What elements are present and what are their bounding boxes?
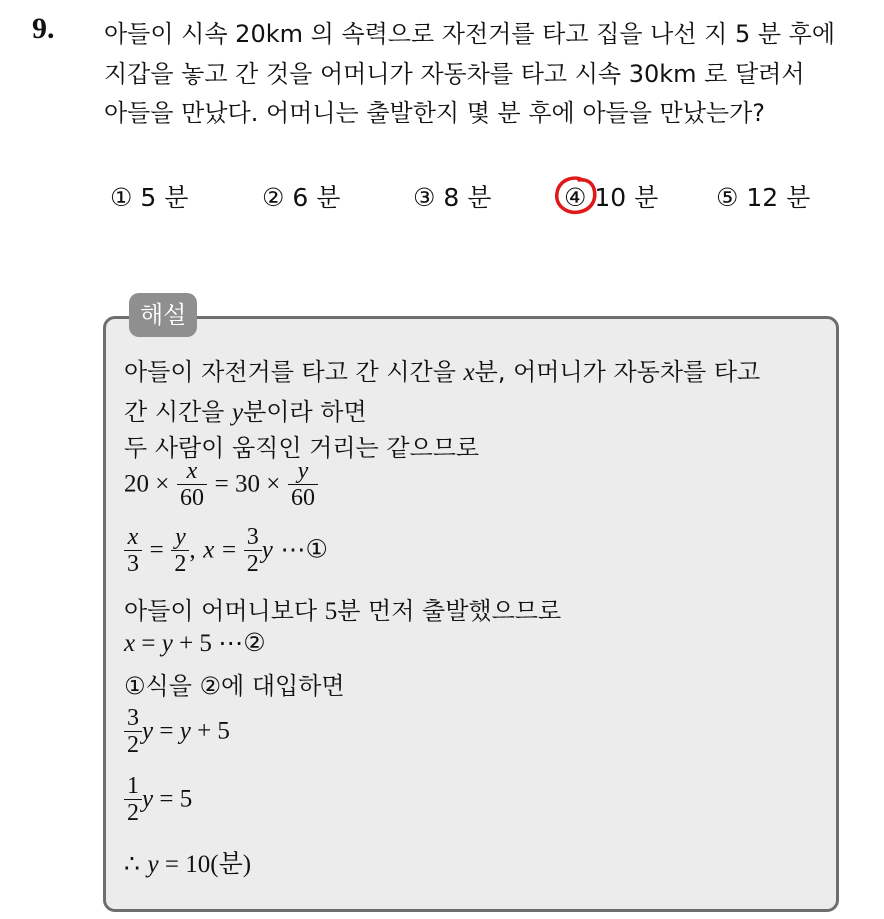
question-text-line-2: 지갑을 놓고 간 것을 어머니가 자동차를 타고 시속 30km 로 달려서: [104, 60, 805, 88]
solution-line-8: ①식을 ②에 대입하면: [124, 672, 345, 700]
therefore-icon: ∴: [124, 851, 140, 878]
solution-line-3: 두 사람이 움직인 거리는 같으므로: [124, 434, 480, 462]
choice-5[interactable]: [716, 178, 810, 214]
equation-2: $\frac{x}{3}$ = $\frac{y}{2}$ , x = $\frac{3}{2}$ y ⋯①: [124, 524, 328, 577]
fraction: $\frac{x}{3}$: [124, 524, 142, 577]
choice-marker: ②: [262, 183, 285, 212]
equation-4: $\frac{3}{2}$ y = y + 5: [124, 705, 230, 758]
choice-3[interactable]: [413, 178, 491, 214]
solution-line-1: 아들이 자전거를 타고 간 시간을 x분, 어머니가 자동차를 타고: [124, 358, 761, 386]
choice-2[interactable]: [262, 178, 340, 214]
solution-line-6: 아들이 어머니보다 5분 먼저 출발했으므로: [124, 597, 562, 625]
fraction: $\frac{1}{2}$: [124, 773, 142, 826]
equation-6: ∴ y = 10(분): [124, 851, 252, 878]
fraction: $\frac{y}{2}$: [171, 524, 189, 577]
choice-marker: ④: [564, 183, 587, 212]
choice-4[interactable]: [564, 178, 658, 214]
question-number: 9.: [32, 12, 55, 45]
choice-text: 10 분: [594, 183, 659, 212]
equation-5: $\frac{1}{2}$ y = 5: [124, 773, 192, 826]
choice-text: 6 분: [292, 183, 341, 212]
solution-tag: 해설: [129, 293, 197, 337]
choice-1[interactable]: [110, 178, 188, 214]
solution-line-2: 간 시간을 y분이라 하면: [124, 398, 367, 426]
fraction: $\frac{3}{2}$: [124, 705, 142, 758]
choice-marker: ③: [413, 183, 436, 212]
fraction: $\frac{y}{60}$: [288, 458, 318, 511]
answer-choices: [0, 178, 884, 218]
equation-3: x = y + 5 ⋯②: [124, 630, 266, 657]
choice-text: 5 분: [140, 183, 189, 212]
choice-text: 8 분: [443, 183, 492, 212]
fraction: $\frac{3}{2}$: [244, 524, 262, 577]
question-text-line-1: 아들이 시속 20km 의 속력으로 자전거를 타고 집을 나선 지 5 분 후에: [104, 20, 836, 48]
choice-marker: ⑤: [716, 183, 739, 212]
equation-1: 20 × $\frac{x}{60}$ = 30 × $\frac{y}{60}$: [124, 458, 318, 511]
fraction: $\frac{x}{60}$: [177, 458, 207, 511]
choice-text: 12 분: [746, 183, 811, 212]
choice-marker: ①: [110, 183, 133, 212]
question-text-line-3: 아들을 만났다. 어머니는 출발한지 몇 분 후에 아들을 만났는가?: [104, 99, 765, 127]
